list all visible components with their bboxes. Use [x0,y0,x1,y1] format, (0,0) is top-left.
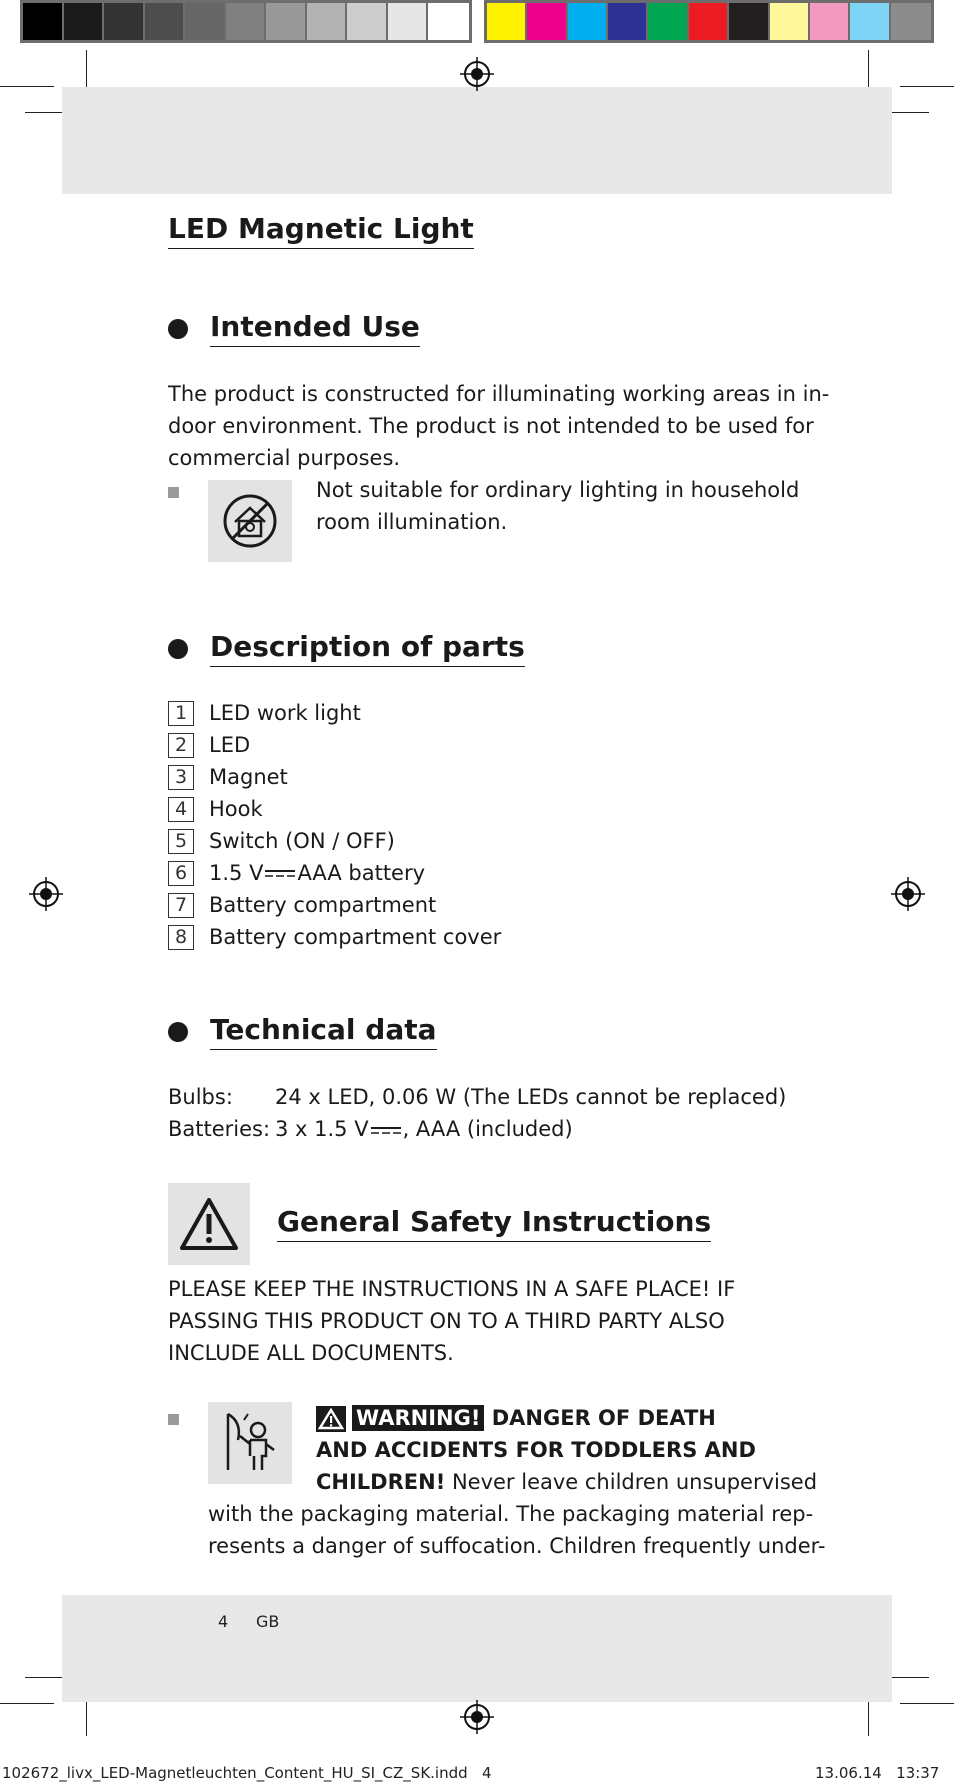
color-swatch [23,3,64,40]
color-swatch [850,3,890,40]
warning-line-2: AND ACCIDENTS FOR TODDLERS AND [316,1438,756,1462]
color-swatch [388,3,429,40]
registration-mark-icon [891,877,925,911]
tech-row-bulbs: Bulbs: 24 x LED, 0.06 W (The LEDs cannot be replaced) [168,1085,787,1109]
list-item: 7 Battery compartment [168,889,501,921]
color-swatch [608,3,648,40]
color-swatch [307,3,348,40]
parts-list [168,697,501,953]
intended-use-line: door environment. The product is not intended to be used for [168,414,814,438]
bullet-dot-icon [168,639,188,659]
color-swatch [487,3,527,40]
grayscale-calibration-bar [20,0,472,43]
warning-line-1: WARNING! DANGER OF DEATH [316,1402,716,1434]
child-packaging-warning-icon [208,1402,292,1484]
color-swatch [347,3,388,40]
registration-mark-icon [460,57,494,91]
section-heading-technical: Technical data [168,1013,437,1050]
section-heading-intended-use: Intended Use [168,310,420,347]
section-heading-safety: General Safety Instructions [277,1205,711,1242]
crop-mark [900,86,954,87]
safety-caps-line: PASSING THIS PRODUCT ON TO A THIRD PARTY ALSO [168,1309,725,1333]
list-item: 4 Hook [168,793,501,825]
color-swatch [527,3,567,40]
crop-mark [0,86,54,87]
list-item: 8 Battery compartment cover [168,921,501,953]
list-item: 3 Magnet [168,761,501,793]
tech-row-batteries: Batteries: 3 x 1.5 V , AAA (included) [168,1117,573,1141]
color-swatch [64,3,105,40]
dc-symbol-icon [371,1125,401,1135]
registration-mark-icon [460,1700,494,1734]
file-name: 102672_livx_LED-Magnetleuchten_Content_HU_SI_CZ_SK.indd 4 [2,1764,492,1782]
warning-line-4: with the packaging material. The packaging material rep- [208,1502,814,1526]
color-swatch [145,3,186,40]
color-swatch [648,3,688,40]
document-title: LED Magnetic Light [168,212,474,249]
color-swatch [689,3,729,40]
color-swatch [266,3,307,40]
crop-mark [0,1703,54,1704]
warning-triangle-icon [168,1183,250,1265]
warning-line-5: resents a danger of suffocation. Children frequently under- [208,1534,826,1558]
footer-band [62,1595,892,1702]
page-number: 4 [218,1612,229,1631]
bullet-dot-icon [168,319,188,339]
crop-mark [886,112,929,113]
warning-badge: WARNING! [352,1405,484,1431]
color-swatch [428,3,469,40]
language-code: GB [256,1612,280,1631]
bullet-dot-icon [168,1022,188,1042]
list-item: 2 LED [168,729,501,761]
intended-use-bullet-line: Not suitable for ordinary lighting in household [316,478,800,502]
color-swatch [891,3,931,40]
warning-small-triangle-icon [316,1406,346,1432]
color-swatch [568,3,608,40]
color-swatch [226,3,267,40]
square-bullet [168,1414,179,1425]
crop-mark [900,1703,954,1704]
intended-use-bullet-line: room illumination. [316,510,508,534]
color-swatch [729,3,769,40]
intended-use-line: commercial purposes. [168,446,401,470]
intended-use-line: The product is constructed for illuminating working areas in in- [168,382,830,406]
no-household-lighting-icon [208,480,292,562]
color-swatch [770,3,810,40]
list-item: 5 Switch (ON / OFF) [168,825,501,857]
color-swatch [185,3,226,40]
crop-mark [886,1677,929,1678]
safety-caps-line: INCLUDE ALL DOCUMENTS. [168,1341,454,1365]
print-date-time: 13.06.14 13:37 [815,1764,940,1782]
warning-line-3: CHILDREN! Never leave children unsupervised [316,1470,818,1494]
list-item: 1 LED work light [168,697,501,729]
dc-symbol-icon [265,868,295,878]
color-swatch [810,3,850,40]
registration-mark-icon [29,877,63,911]
color-swatch [104,3,145,40]
safety-caps-line: PLEASE KEEP THE INSTRUCTIONS IN A SAFE PLACE! IF [168,1277,736,1301]
color-calibration-bar [484,0,934,43]
square-bullet [168,487,179,498]
list-item: 6 1.5 V AAA battery [168,857,501,889]
section-heading-description: Description of parts [168,630,525,667]
header-band [62,87,892,194]
